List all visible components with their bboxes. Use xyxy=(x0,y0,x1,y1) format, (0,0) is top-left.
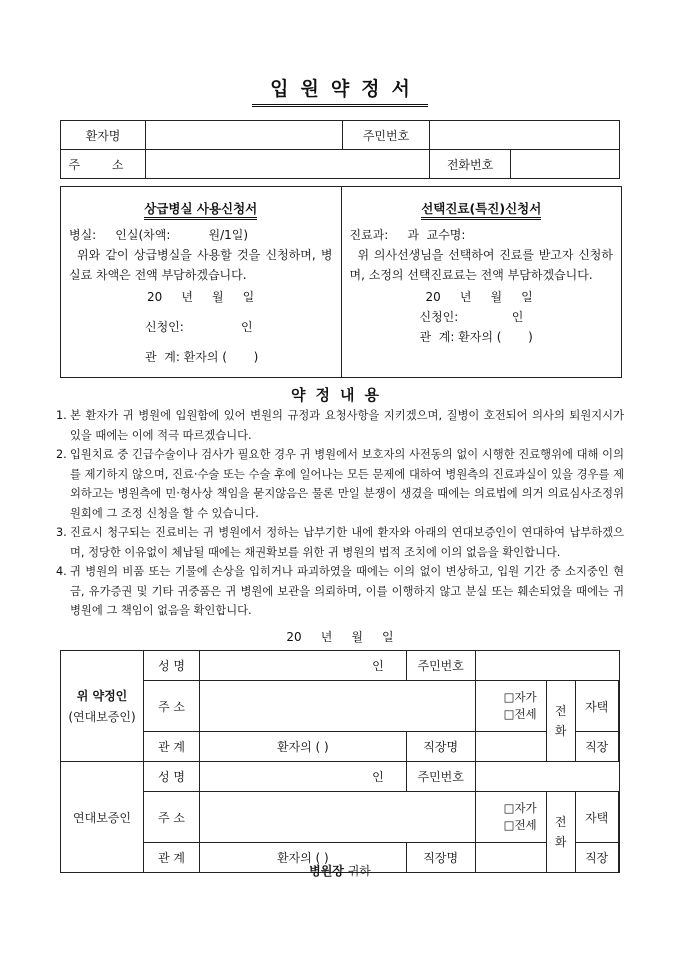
special-care-dept-line: 진료과: 과 교수명: xyxy=(349,228,466,242)
party2-home-label: 자택 xyxy=(575,792,618,843)
party1-relation-field[interactable]: 환자의 ( ) xyxy=(200,732,407,762)
agreement-date: 20 년 월 일 xyxy=(286,630,394,644)
party1-phone-label: 전화 xyxy=(546,681,575,762)
patient-phone-field[interactable] xyxy=(511,150,620,179)
addressee xyxy=(0,862,680,879)
clause-item xyxy=(56,406,624,445)
party1-label xyxy=(61,651,144,762)
special-care-body: 위 의사선생님을 선택하여 진료를 받고자 신청하며, 소정의 선택진료료는 전액 부담하겠습니다. xyxy=(349,248,613,282)
party1-own-checkbox[interactable]: □자가 xyxy=(503,690,537,704)
clause-number: 4. xyxy=(56,565,67,578)
special-care-application xyxy=(341,187,622,377)
clause-number: 1. xyxy=(56,409,67,422)
special-care-date: 20 년 월 일 xyxy=(425,290,533,304)
clause-text: 입원치료 중 긴급수술이나 검사가 필요한 경우 귀 병원에서 보호자의 사전동의 없이 시행한 진료행위에 대해 이의를 제기하지 않으며, 진료·수술 또는 수술 후에 일어나는 모든 문제에 대하여 병원측의 진료과실이 있을 경우를 제외하고는 병원측에 민·형사상 책임을 묻지않음은 물론 만일 분쟁이 생겼을 때에는 의료법에 의거 의료심사조정위원회에 그 조정 신청을 할 수 있습니다. xyxy=(70,448,624,520)
party2-lease-checkbox[interactable]: □전세 xyxy=(503,818,537,832)
upper-room-body: 위와 같이 상급병실을 사용할 것을 신청하며, 병실료 차액은 전액 부담하겠습니다. xyxy=(69,248,333,282)
party1-lease-checkbox[interactable]: □전세 xyxy=(503,707,537,721)
party1-seal: 인 xyxy=(372,659,384,673)
party1-work-field[interactable] xyxy=(618,732,619,762)
patient-info-table xyxy=(60,120,620,179)
party2-address-label: 주 소 xyxy=(144,792,200,843)
patient-phone-label: 전화번호 xyxy=(430,150,511,179)
upper-room-date: 20 년 월 일 xyxy=(147,290,255,304)
patient-name-field[interactable] xyxy=(146,121,343,150)
party2-phone-label: 전화 xyxy=(546,792,575,873)
party1-rrn-field[interactable] xyxy=(475,651,619,681)
party2-own-checkbox[interactable]: □자가 xyxy=(503,801,537,815)
party1-name-label: 성 명 xyxy=(144,651,200,681)
clause-text: 본 환자가 귀 병원에 입원함에 있어 변원의 규정과 요청사항을 지키겠으며, 질병이 호전되어 의사의 퇴원지시가 있을 때에는 이에 적극 따르겠습니다. xyxy=(70,409,624,442)
party2-name-label: 성 명 xyxy=(144,762,200,792)
clause-text: 귀 병원의 비품 또는 기물에 손상을 입히거나 파괴하였을 때에는 이의 없이 변상하고, 입원 기간 중 소지중인 현금, 유가증권 및 기타 귀중품은 귀 병원에 보관을 의뢰하며, 이를 이행하지 않고 분실 또는 훼손되었을 때에는 귀 병원에 그 책임이 없음을 확인합니다. xyxy=(70,565,624,617)
document-title: 입원약정서 xyxy=(0,74,680,107)
party2-workplace-label: 직장명 xyxy=(406,843,475,873)
party1-housing-type xyxy=(504,689,537,723)
director-label: 병원장 xyxy=(309,864,344,878)
party2-rrn-field[interactable] xyxy=(475,762,619,792)
upper-room-relation: 관 계: 환자의 ( ) xyxy=(145,350,259,364)
patient-address-label: 주 소 xyxy=(61,150,146,179)
party1-relation-label: 관 계 xyxy=(144,732,200,762)
party1-title: 위 약정인 xyxy=(76,689,128,703)
party2-label xyxy=(61,762,144,873)
party1-workplace-field[interactable] xyxy=(475,732,546,762)
clause-item xyxy=(56,562,624,621)
party1-subtitle: (연대보증인) xyxy=(68,710,136,724)
party1-rrn-label: 주민번호 xyxy=(406,651,475,681)
upper-room-room-line: 병실: 인실(차액: 원/1일) xyxy=(69,228,249,242)
clause-item xyxy=(56,523,624,562)
patient-rrn-label: 주민번호 xyxy=(343,121,430,150)
clause-item xyxy=(56,445,624,523)
party1-home-label: 자택 xyxy=(575,681,618,732)
patient-name-label: 환자명 xyxy=(61,121,146,150)
patient-address-field[interactable] xyxy=(146,150,430,179)
addressee-suffix: 귀하 xyxy=(343,864,371,878)
clause-number: 2. xyxy=(56,448,67,461)
party2-relation-label: 관 계 xyxy=(144,843,200,873)
upper-room-heading: 상급병실 사용신청서 xyxy=(69,199,333,217)
party2-housing-type xyxy=(504,800,537,834)
agreement-heading: 약정내용 xyxy=(291,386,389,404)
party2-title: 연대보증인 xyxy=(73,810,131,825)
patient-rrn-field[interactable] xyxy=(430,121,620,150)
clause-number: 3. xyxy=(56,526,67,539)
party2-relation-field[interactable]: 환자의 ( ) xyxy=(200,843,407,873)
upper-room-applicant: 신청인: 인 xyxy=(145,320,253,334)
party1-name-field[interactable] xyxy=(200,651,407,681)
party2-work-label: 직장 xyxy=(575,843,618,873)
party2-address-field[interactable] xyxy=(200,792,537,843)
agreement-clauses xyxy=(56,406,624,621)
special-care-relation: 관 계: 환자의 ( ) xyxy=(419,330,533,344)
party1-home-field[interactable] xyxy=(618,681,619,732)
party2-rrn-label: 주민번호 xyxy=(406,762,475,792)
upper-room-application xyxy=(61,187,341,377)
party2-name-field[interactable] xyxy=(200,762,407,792)
party2-home-field[interactable] xyxy=(618,792,619,843)
application-forms xyxy=(60,186,622,378)
special-care-applicant: 신청인: 인 xyxy=(419,310,524,324)
signatory-table xyxy=(60,650,620,873)
party1-workplace-label: 직장명 xyxy=(406,732,475,762)
special-care-heading: 선택진료(특진)신청서 xyxy=(350,199,614,217)
party2-seal: 인 xyxy=(372,770,384,784)
party1-work-label: 직장 xyxy=(575,732,618,762)
party1-address-label: 주 소 xyxy=(144,681,200,732)
party1-address-field[interactable] xyxy=(200,681,537,732)
clause-text: 진료시 청구되는 진료비는 귀 병원에서 정하는 납부기한 내에 환자와 아래의 연대보증인이 연대하여 납부하겠으며, 정당한 이유없이 체납될 때에는 채권확보를 위한 귀 병원의 법적 조치에 이의 없음을 확인합니다. xyxy=(70,526,624,559)
